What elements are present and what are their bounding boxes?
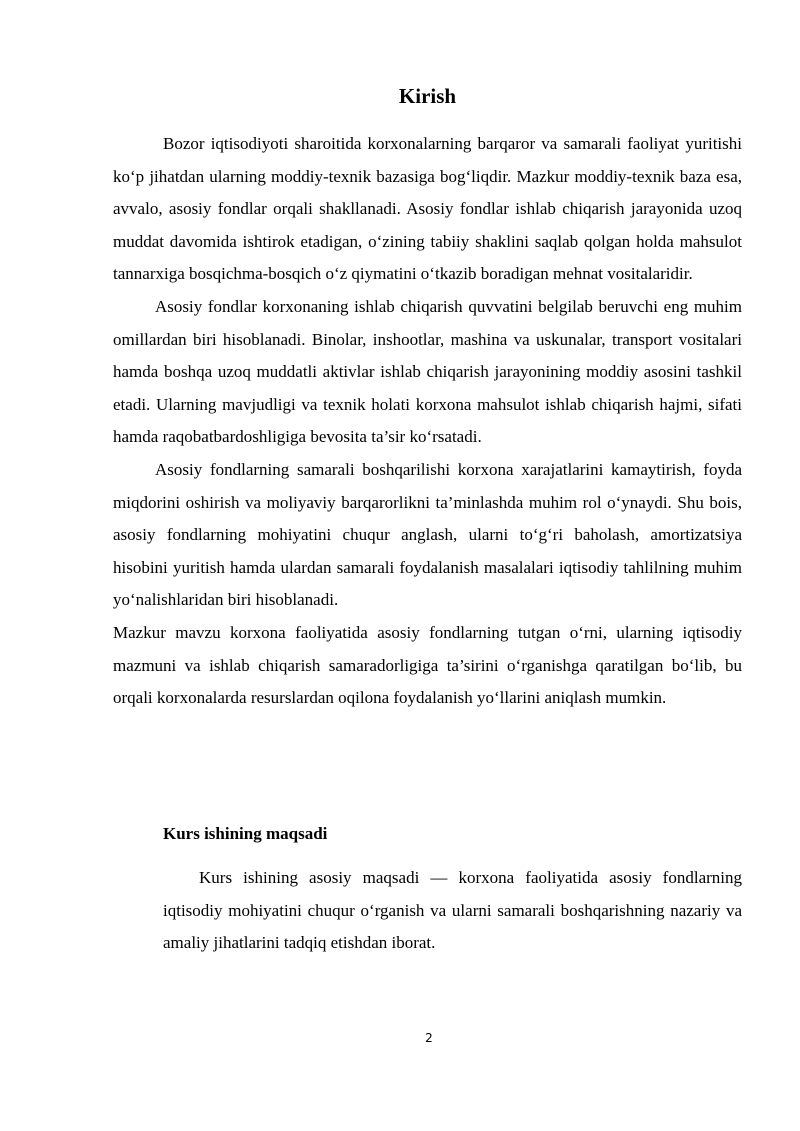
paragraph-1: Bozor iqtisodiyoti sharoitida korxonalarning barqaror va samarali faoliyat yuritishi ko‘p jihatdan ularning moddiy-texnik bazasiga bog‘liqdir. Mazkur moddiy-texnik baza esa, avvalo, asosiy fondlar orqali shakllanadi. Asosiy fondlar ishlab chiqarish jarayonida uzoq muddat davomida ishtirok etadigan, o‘zining tabiiy shaklini saqlab qolgan holda mahsulot tannarxiga bosqichma-bosqich o‘z qiymatini o‘tkazib boradigan mehnat vositalaridir.: [113, 134, 742, 284]
paragraph-4: Mazkur mavzu korxona faoliyatida asosiy fondlarning tutgan o‘rni, ularning iqtisodiy mazmuni va ishlab chiqarish samaradorligiga ta’sirini o‘rganishga qaratilgan bo‘lib, bu orqali korxonalarda resurslardan oqilona foydalanish yo‘llarini aniqlash mumkin.: [113, 622, 742, 708]
goal-paragraph: Kurs ishining asosiy maqsadi — korxona faoliyatida asosiy fondlarning iqtisodiy mohiyatini chuqur o‘rganish va ularni samarali boshqarishning nazariy va amaliy jihatlarini tadqiq etishdan iborat.: [163, 868, 742, 953]
paragraph-2: Asosiy fondlar korxonaning ishlab chiqarish quvvatini belgilab beruvchi eng muhim omillardan biri hisoblanadi. Binolar, inshootlar, mashina va uskunalar, transport vositalari hamda boshqa uzoq muddatli aktivlar ishlab chiqarish jarayonining moddiy asosini tashkil etadi. Ularning mavjudligi va texnik holati korxona mahsulot ishlab chiqarish hajmi, sifati hamda raqobatbardoshligiga bevosita ta’sir ko‘rsatadi.: [113, 296, 742, 447]
intro-body: [113, 128, 742, 715]
page-title: Kirish: [398, 84, 457, 108]
section-subheading: Kurs ishining maqsadi: [163, 824, 328, 843]
paragraph-3: Asosiy fondlarning samarali boshqarilishi korxona xarajatlarini kamaytirish, foyda miqdorini oshirish va moliyaviy barqarorlikni ta’minlashda muhim rol o‘ynaydi. Shu bois, asosiy fondlarning mohiyatini chuqur anglash, ularni to‘g‘ri baholash, amortizatsiya hisobini yuritish hamda ulardan samarali foydalanish masalalari iqtisodiy tahlilning muhim yo‘nalishlaridan biri hisoblanadi.: [113, 459, 742, 610]
page-number: 2: [425, 1031, 433, 1045]
